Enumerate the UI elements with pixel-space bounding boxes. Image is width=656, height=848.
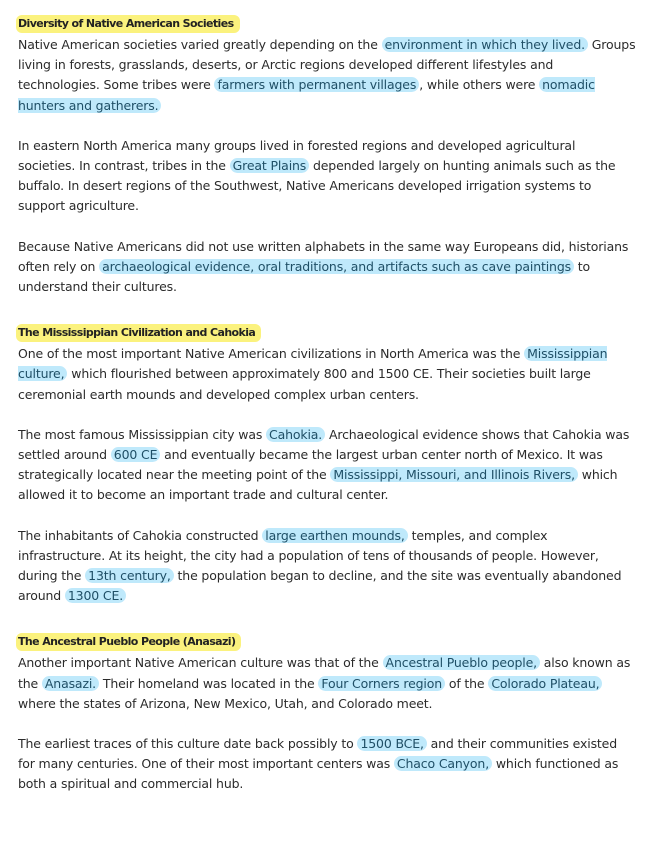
highlighted-phrase: Colorado Plateau, (488, 676, 602, 691)
highlighted-phrase: farmers with permanent villages (214, 77, 419, 92)
text-run: Because Native Americans did not use written alphabets in the same way Europeans did, historians often rely on (18, 238, 629, 274)
section-2 (18, 321, 636, 624)
text-run: which allowed it to become an important trade and cultural center. (18, 467, 618, 503)
section-1 (18, 12, 636, 315)
paragraph-spacer (18, 116, 636, 136)
highlighted-phrase: environment in which they lived. (382, 37, 588, 52)
section-heading: Diversity of Native American Societies (16, 15, 240, 33)
highlighted-phrase: 13th century, (85, 568, 174, 583)
text-run: to understand their cultures. (18, 258, 591, 295)
highlighted-phrase: 1300 CE. (65, 588, 126, 603)
text-run: and their communities existed for many centuries. One of their most important centers was (18, 736, 618, 772)
paragraph-spacer (18, 506, 636, 526)
text-run: temples, and complex infrastructure. At its height, the city had a population of tens of thousands of people. However, during the (18, 527, 599, 584)
highlighted-phrase: Mississippi, Missouri, and Illinois Rivers, (330, 467, 578, 482)
section-spacer (18, 795, 636, 813)
highlighted-phrase: nomadic hunters and gatherers. (18, 77, 595, 113)
highlighted-phrase: Mississippian culture, (18, 346, 608, 382)
text-run: the population began to decline, and the site was eventually abandoned around (18, 568, 622, 604)
paragraph-spacer (18, 714, 636, 734)
paragraph (18, 344, 636, 405)
text-run: also known as the (18, 655, 631, 691)
paragraph (18, 653, 636, 714)
text-run: Native American societies varied greatly depending on the (18, 37, 382, 52)
section-heading: The Ancestral Pueblo People (Anasazi) (16, 633, 241, 651)
text-run: Archaeological evidence shows that Cahokia was settled around (18, 426, 630, 463)
text-run: and eventually became the largest urban center north of Mexico. It was strategically located near the meeting point of the (18, 447, 603, 483)
text-run: Groups living in forests, grasslands, deserts, or Arctic regions developed different lifestyles and technologies. Some tribes were (18, 37, 636, 93)
text-run: Another important Native American culture was that of the (18, 655, 383, 671)
paragraph (18, 734, 636, 795)
text-run: where the states of Arizona, New Mexico, Utah, and Colorado meet. (18, 695, 433, 711)
text-run: , while others were (419, 77, 540, 93)
section-heading: The Mississippian Civilization and Cahokia (16, 324, 261, 342)
highlighted-phrase: Cahokia. (266, 427, 325, 442)
highlighted-phrase: Ancestral Pueblo people, (383, 655, 540, 670)
highlighted-phrase: 600 CE (111, 447, 161, 462)
text-run: depended largely on hunting animals such as the buffalo. In desert regions of the Southwest, Native Americans developed irrigation systems to support agriculture. (18, 158, 616, 214)
text-run: which flourished between approximately 800 and 1500 CE. Their societies built large ceremonial earth mounds and developed complex urban centers. (18, 366, 591, 402)
paragraph-spacer (18, 217, 636, 237)
text-run: One of the most important Native American civilizations in North America was the (18, 346, 525, 362)
text-run: In eastern North America many groups lived in forested regions and developed agricultural societies. In contrast, tribes in the (18, 137, 576, 174)
highlighted-phrase: Great Plains (230, 158, 310, 173)
paragraph (18, 425, 636, 506)
highlighted-phrase: large earthen mounds, (262, 528, 408, 543)
text-run: The inhabitants of Cahokia constructed (18, 527, 263, 543)
paragraph (18, 526, 636, 607)
section-spacer (18, 606, 636, 624)
paragraph (18, 35, 636, 116)
text-run: of the (445, 675, 489, 691)
highlighted-phrase: archaeological evidence, oral traditions, and artifacts such as cave paintings (99, 259, 574, 274)
highlighted-phrase: Anasazi. (42, 676, 99, 691)
text-run: The most famous Mississippian city was (18, 426, 267, 442)
section-3 (18, 630, 636, 812)
paragraph (18, 237, 636, 298)
text-run: which functioned as both a spiritual and commercial hub. (18, 756, 619, 792)
highlighted-phrase: 1500 BCE, (357, 736, 426, 751)
text-run: The earliest traces of this culture date back possibly to (18, 736, 358, 752)
highlighted-phrase: Chaco Canyon, (394, 756, 492, 771)
notes-page (18, 12, 636, 819)
section-spacer (18, 297, 636, 315)
text-run: Their homeland was located in the (99, 675, 319, 691)
paragraph-spacer (18, 405, 636, 425)
highlighted-phrase: Four Corners region (318, 676, 445, 691)
paragraph (18, 136, 636, 217)
